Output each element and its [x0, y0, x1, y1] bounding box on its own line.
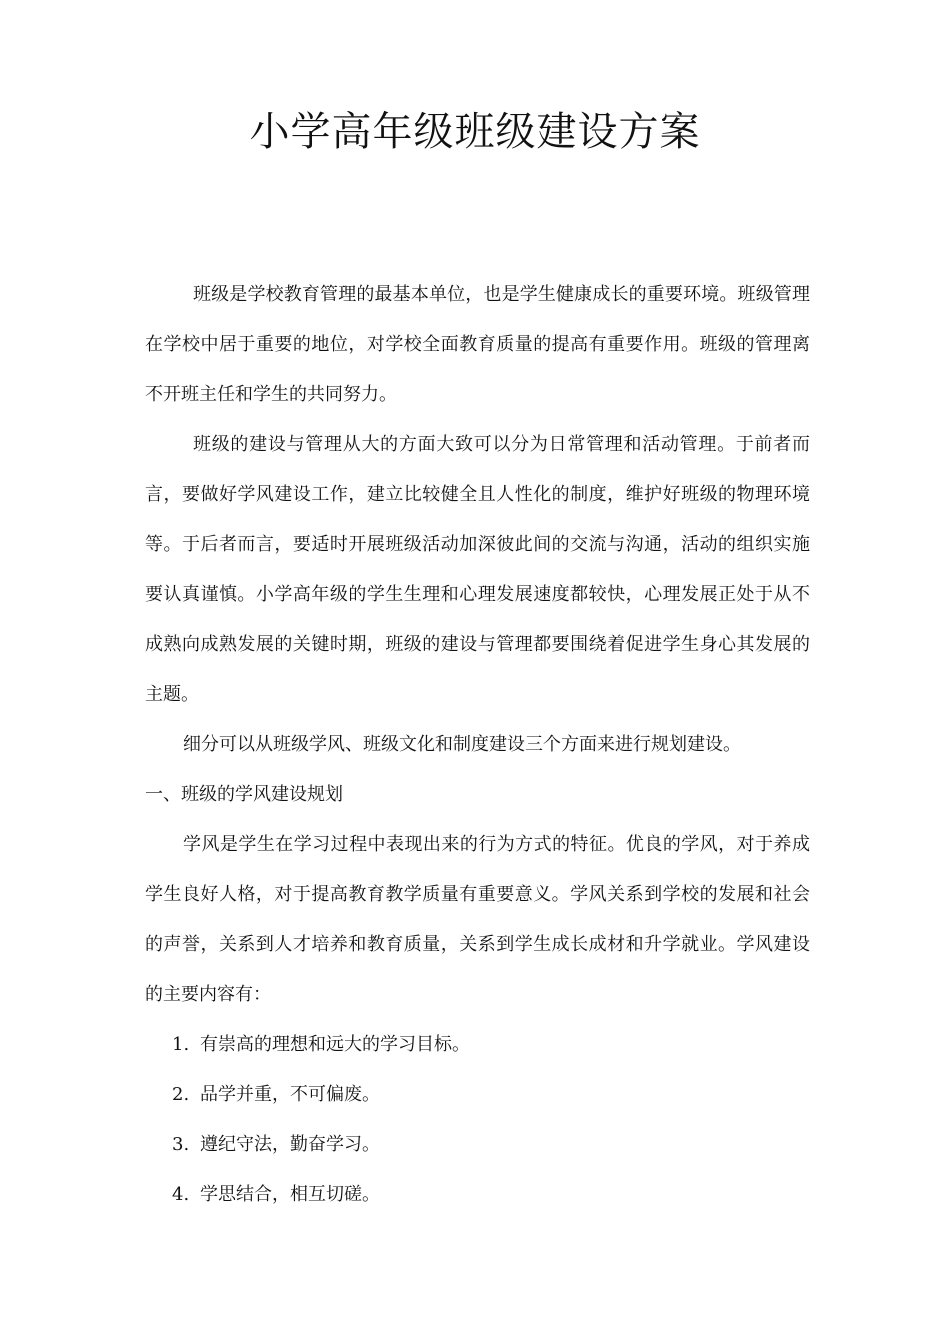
list-item-number: 2. [172, 1084, 190, 1105]
list-item-number: 3. [172, 1134, 190, 1155]
list-item [145, 1120, 810, 1170]
document-title: 小学高年级班级建设方案 [249, 109, 701, 155]
document-body [145, 270, 810, 1220]
list-item [145, 1020, 810, 1070]
list-item-text: 遵纪守法，勤奋学习。 [200, 1134, 380, 1155]
section-paragraph: 学风是学生在学习过程中表现出来的行为方式的特征。优良的学风，对于养成学生良好人格，对于提高教育教学质量有重要意义。学风关系到学校的发展和社会的声誉，关系到人才培养和教育质量，关系到学生成长成材和升学就业。学风建设的主要内容有： [145, 834, 810, 1005]
list-item [145, 1170, 810, 1220]
list-item-number: 4. [172, 1184, 190, 1205]
intro-paragraph-1: 班级是学校教育管理的最基本单位，也是学生健康成长的重要环境。班级管理在学校中居于重要的地位，对学校全面教育质量的提高有重要作用。班级的管理离不开班主任和学生的共同努力。 [145, 284, 810, 405]
section-heading: 一、班级的学风建设规划 [145, 784, 343, 805]
intro-paragraph-2: 班级的建设与管理从大的方面大致可以分为日常管理和活动管理。于前者而言，要做好学风建设工作，建立比较健全且人性化的制度，维护好班级的物理环境等。于后者而言，要适时开展班级活动加深彼此间的交流与沟通，活动的组织实施要认真谨慎。小学高年级的学生生理和心理发展速度都较快，心理发展正处于从不成熟向成熟发展的关键时期，班级的建设与管理都要围绕着促进学生身心其发展的主题。 [145, 434, 810, 705]
list-item-number: 1. [172, 1034, 190, 1055]
list-item-text: 学思结合，相互切磋。 [200, 1184, 380, 1205]
requirements-list [145, 1020, 810, 1220]
list-item [145, 1070, 810, 1120]
intro-paragraph-3: 细分可以从班级学风、班级文化和制度建设三个方面来进行规划建设。 [183, 734, 741, 755]
list-item-text: 有崇高的理想和远大的学习目标。 [200, 1034, 470, 1055]
list-item-text: 品学并重，不可偏废。 [200, 1084, 380, 1105]
